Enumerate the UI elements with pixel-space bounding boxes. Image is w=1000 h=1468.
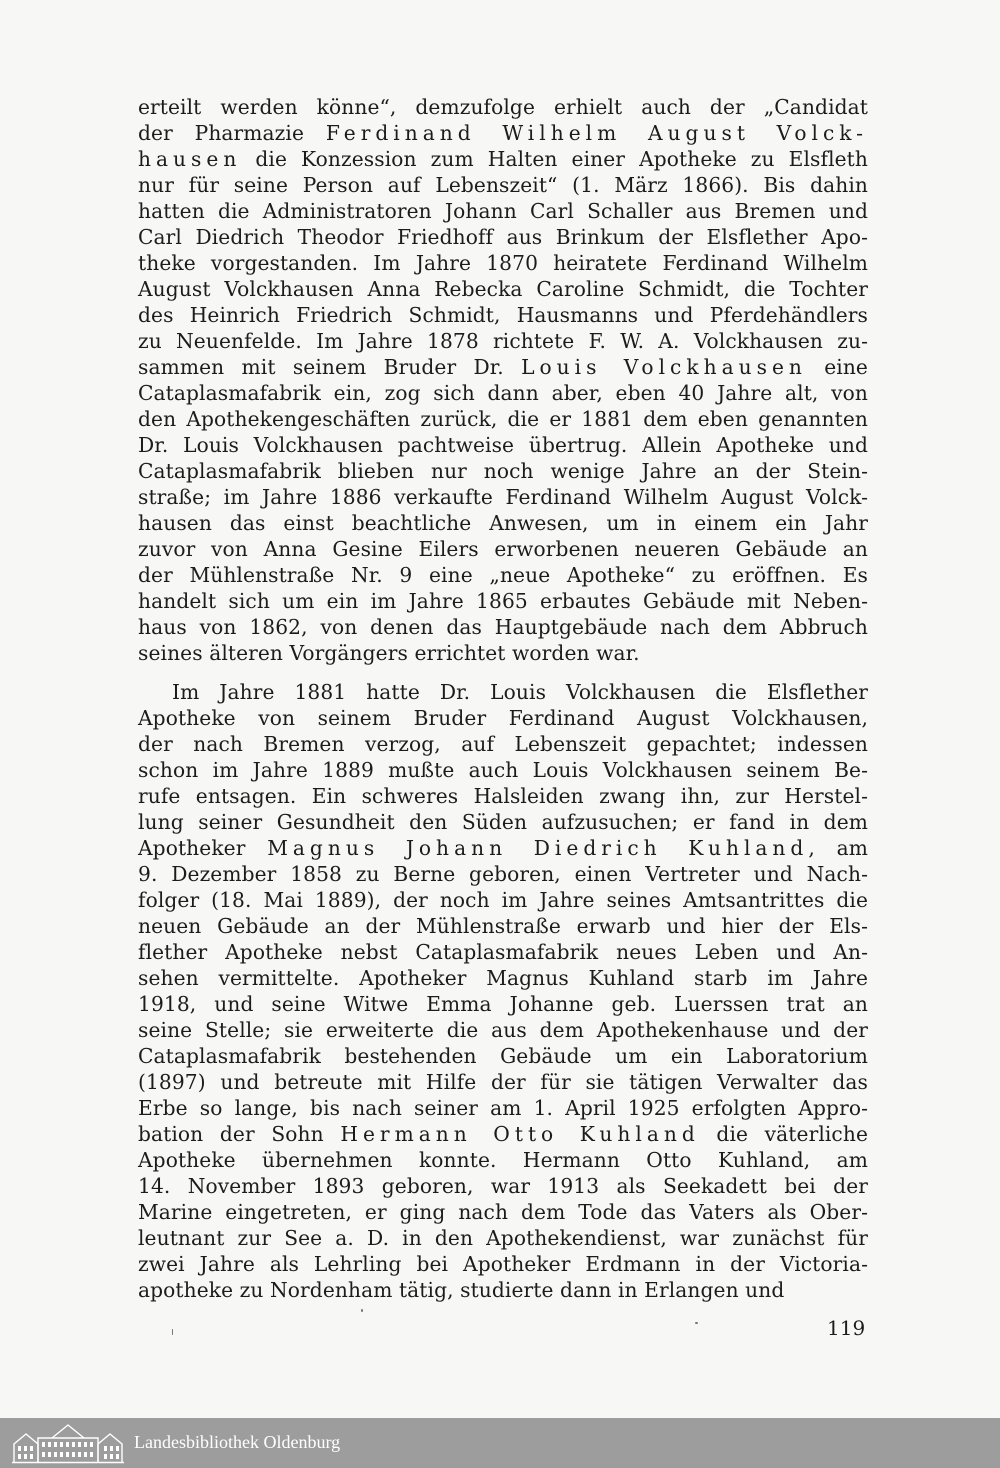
library-building-logo-icon xyxy=(12,1422,124,1464)
text-line: Apotheke übernehmen konnte. Hermann Otto Kuhland, am xyxy=(138,1148,868,1172)
text-line: hatten die Administratoren Johann Carl Schaller aus Bremen und xyxy=(138,199,868,223)
text-line: August Volckhausen Anna Rebecka Caroline Schmidt, die Tochter xyxy=(138,277,868,301)
footer-library-name: Landesbibliothek Oldenburg xyxy=(134,1432,341,1452)
text-line: Cataplasmafabrik blieben nur noch wenige Jahre an der Stein- xyxy=(138,459,868,483)
text-line: erteilt werden könne“, demzufolge erhielt auch der „Candidat xyxy=(138,95,868,119)
page-number: 119 xyxy=(827,1316,866,1340)
text-line: Erbe so lange, bis nach seiner am 1. April 1925 erfolgten Appro- xyxy=(138,1096,868,1120)
text-line: handelt sich um ein im Jahre 1865 erbautes Gebäude mit Neben- xyxy=(138,589,868,613)
text-line: flether Apotheke nebst Cataplasmafabrik neues Leben und An- xyxy=(138,940,868,964)
text-line: hausen das einst beachtliche Anwesen, um in einem ein Jahr xyxy=(138,511,868,535)
text-line: bation der Sohn Hermann Otto Kuhland die väterliche xyxy=(138,1122,868,1146)
text-line: neuen Gebäude an der Mühlenstraße erwarb und hier der Els- xyxy=(138,914,868,938)
scan-speck xyxy=(172,1329,173,1335)
text-line: leutnant zur See a. D. in den Apothekendienst, war zunächst für xyxy=(138,1226,868,1250)
text-line: den Apothekengeschäften zurück, die er 1881 dem eben genannten xyxy=(138,407,868,431)
text-line: sehen vermittelte. Apotheker Magnus Kuhland starb im Jahre xyxy=(138,966,868,990)
text-line: schon im Jahre 1889 mußte auch Louis Volckhausen seinem Be- xyxy=(138,758,868,782)
text-line: der Mühlenstraße Nr. 9 eine „neue Apotheke“ zu eröffnen. Es xyxy=(138,563,868,587)
text-line: folger (18. Mai 1889), der noch im Jahre seines Amtsantrittes die xyxy=(138,888,868,912)
text-line: lung seiner Gesundheit den Süden aufzusuchen; er fand in dem xyxy=(138,810,868,834)
text-line: sammen mit seinem Bruder Dr. Louis Volckhausen eine xyxy=(138,355,868,379)
text-line: Carl Diedrich Theodor Friedhoff aus Brinkum der Elsflether Apo- xyxy=(138,225,868,249)
text-line: Cataplasmafabrik bestehenden Gebäude um ein Laboratorium xyxy=(138,1044,868,1068)
text-line: theke vorgestanden. Im Jahre 1870 heiratete Ferdinand Wilhelm xyxy=(138,251,868,275)
text-line: Apotheke von seinem Bruder Ferdinand August Volckhausen, xyxy=(138,706,868,730)
text-line: 14. November 1893 geboren, war 1913 als Seekadett bei der xyxy=(138,1174,868,1198)
text-line: nur für seine Person auf Lebenszeit“ (1. März 1866). Bis dahin xyxy=(138,173,868,197)
text-line: Dr. Louis Volckhausen pachtweise übertrug. Allein Apotheke und xyxy=(138,433,868,457)
footer-bar xyxy=(0,1418,1000,1468)
paragraph-2 xyxy=(138,679,868,1303)
text-line: der Pharmazie Ferdinand Wilhelm August Volck- xyxy=(138,121,868,145)
text-line: Marine eingetreten, er ging nach dem Tode das Vaters als Ober- xyxy=(138,1200,868,1224)
text-line: straße; im Jahre 1886 verkaufte Ferdinand Wilhelm August Volck- xyxy=(138,485,868,509)
text-line: zuvor von Anna Gesine Eilers erworbenen neueren Gebäude an xyxy=(138,537,868,561)
text-line: Cataplasmafabrik ein, zog sich dann aber, eben 40 Jahre alt, von xyxy=(138,381,868,405)
text-line: hausen die Konzession zum Halten einer Apotheke zu Elsfleth xyxy=(138,147,868,171)
paragraph-1 xyxy=(138,94,868,666)
text-line: seines älteren Vorgängers errichtet worden war. xyxy=(138,641,640,665)
text-line: apotheke zu Nordenham tätig, studierte dann in Erlangen und xyxy=(138,1278,785,1302)
scan-speck xyxy=(361,1309,363,1312)
text-line: seine Stelle; sie erweiterte die aus dem Apothekenhause und der xyxy=(138,1018,868,1042)
text-line: des Heinrich Friedrich Schmidt, Hausmanns und Pferdehändlers xyxy=(138,303,868,327)
scan-speck xyxy=(695,1322,698,1324)
text-line: der nach Bremen verzog, auf Lebenszeit gepachtet; indessen xyxy=(138,732,868,756)
text-line: 1918, und seine Witwe Emma Johanne geb. Luerssen trat an xyxy=(138,992,868,1016)
text-line: Im Jahre 1881 hatte Dr. Louis Volckhausen die Elsflether xyxy=(172,680,868,704)
text-line: Apotheker Magnus Johann Diedrich Kuhland, am xyxy=(138,836,868,860)
text-line: haus von 1862, von denen das Hauptgebäude nach dem Abbruch xyxy=(138,615,868,639)
text-line: zwei Jahre als Lehrling bei Apotheker Erdmann in der Victoria- xyxy=(138,1252,868,1276)
body-text xyxy=(138,94,868,1303)
text-line: (1897) und betreute mit Hilfe der für sie tätigen Verwalter das xyxy=(138,1070,868,1094)
text-line: 9. Dezember 1858 zu Berne geboren, einen Vertreter und Nach- xyxy=(138,862,868,886)
text-line: zu Neuenfelde. Im Jahre 1878 richtete F. W. A. Volckhausen zu- xyxy=(138,329,868,353)
text-line: rufe entsagen. Ein schweres Halsleiden zwang ihn, zur Herstel- xyxy=(138,784,868,808)
